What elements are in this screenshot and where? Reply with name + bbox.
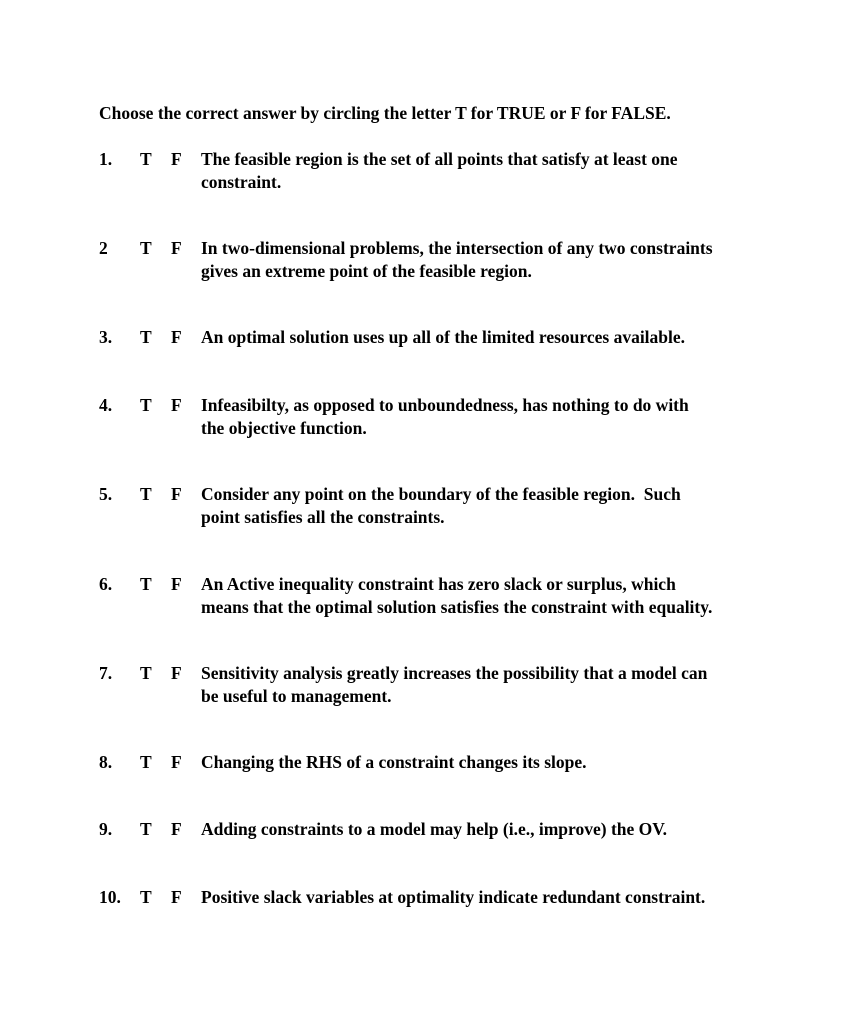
question-number: 7. (99, 663, 113, 683)
question-text (201, 818, 801, 841)
false-option[interactable]: F (171, 752, 182, 772)
question-text-line: the objective function. (201, 418, 367, 438)
false-option[interactable]: F (171, 149, 182, 169)
question-number: 9. (99, 819, 113, 839)
question-number: 4. (99, 395, 113, 415)
question-text-line: Adding constraints to a model may help (i.e., improve) the OV. (201, 819, 668, 839)
true-option[interactable]: T (140, 663, 152, 683)
question-text (201, 662, 801, 708)
question-text-line: Sensitivity analysis greatly increases the possibility that a model can (201, 663, 708, 683)
question-text-line: Changing the RHS of a constraint changes its slope. (201, 752, 587, 772)
question-text-line: Positive slack variables at optimality indicate redundant constraint. (201, 887, 706, 907)
question-number: 5. (99, 484, 113, 504)
true-option[interactable]: T (140, 149, 152, 169)
question-text (201, 886, 801, 909)
question-text-line: Infeasibilty, as opposed to unboundedness, has nothing to do with (201, 395, 689, 415)
question-text (201, 148, 801, 194)
false-option[interactable]: F (171, 819, 182, 839)
question-number: 1. (99, 149, 113, 169)
false-option[interactable]: F (171, 395, 182, 415)
question-text-line: gives an extreme point of the feasible region. (201, 261, 532, 281)
true-option[interactable]: T (140, 574, 152, 594)
true-option[interactable]: T (140, 484, 152, 504)
question-text (201, 237, 801, 283)
false-option[interactable]: F (171, 238, 182, 258)
true-option[interactable]: T (140, 819, 152, 839)
question-number: 2 (99, 238, 108, 258)
question-number: 6. (99, 574, 113, 594)
question-text-line: Consider any point on the boundary of the feasible region. Such (201, 484, 681, 504)
true-option[interactable]: T (140, 238, 152, 258)
question-text (201, 751, 801, 774)
false-option[interactable]: F (171, 663, 182, 683)
false-option[interactable]: F (171, 887, 182, 907)
false-option[interactable]: F (171, 327, 182, 347)
instruction-text: Choose the correct answer by circling the letter T for TRUE or F for FALSE. (99, 103, 671, 123)
false-option[interactable]: F (171, 574, 182, 594)
question-text-line: constraint. (201, 172, 282, 192)
question-text-line: An optimal solution uses up all of the limited resources available. (201, 327, 686, 347)
true-option[interactable]: T (140, 887, 152, 907)
question-text (201, 573, 801, 619)
question-text-line: The feasible region is the set of all points that satisfy at least one (201, 149, 678, 169)
question-text-line: An Active inequality constraint has zero slack or surplus, which (201, 574, 676, 594)
question-text (201, 326, 801, 349)
question-number: 3. (99, 327, 113, 347)
question-number: 8. (99, 752, 113, 772)
question-text-line: means that the optimal solution satisfies the constraint with equality. (201, 597, 713, 617)
question-text-line: In two-dimensional problems, the intersection of any two constraints (201, 238, 713, 258)
true-option[interactable]: T (140, 327, 152, 347)
question-text (201, 483, 801, 529)
question-text-line: be useful to management. (201, 686, 392, 706)
true-option[interactable]: T (140, 395, 152, 415)
question-text-line: point satisfies all the constraints. (201, 507, 445, 527)
question-number: 10. (99, 887, 121, 907)
question-text (201, 394, 801, 440)
true-option[interactable]: T (140, 752, 152, 772)
false-option[interactable]: F (171, 484, 182, 504)
